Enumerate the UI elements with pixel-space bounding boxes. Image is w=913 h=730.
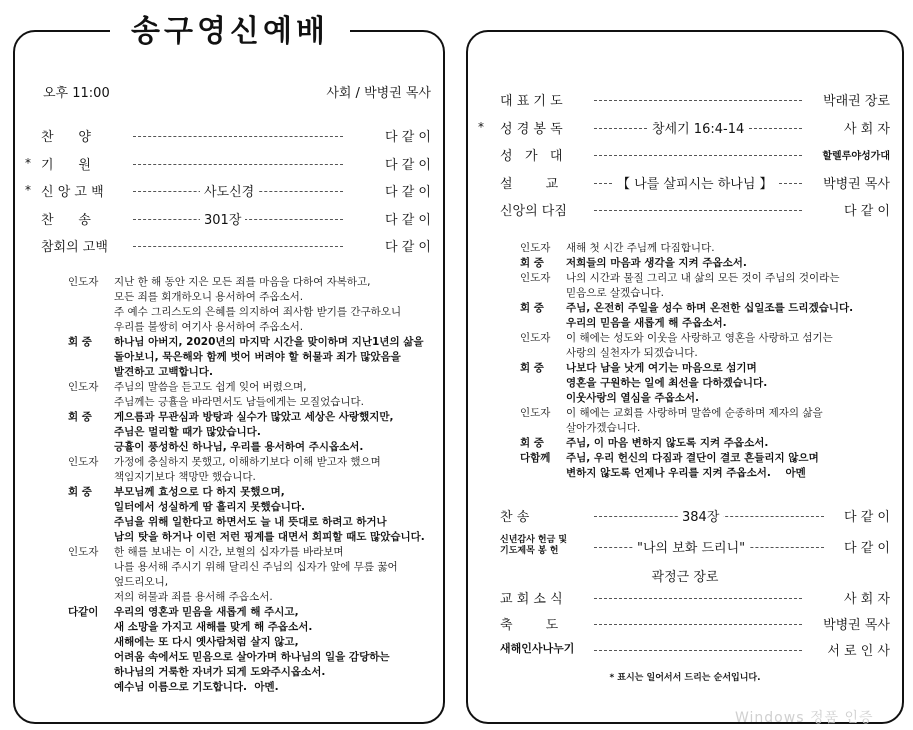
litany-line: 돌아보니, 묵은해와 함께 벗어 버려야 할 허물과 죄가 많았음을 [114,351,401,363]
litany-line: 주님, 온전히 주일을 성수 하며 온전한 십일조를 드리겠습니다. [566,302,854,314]
litany-speaker: 인도자 [520,242,551,254]
litany-speaker: 회 중 [68,336,92,348]
litany-text [566,241,715,256]
order-label: 축 도 [500,618,559,633]
litany-line: 믿음으로 살겠습니다. [566,287,664,299]
order-row [15,209,443,229]
service-time: 오후 11:00 [43,86,110,101]
litany-text [114,410,394,455]
order-leader: 다 같 이 [385,185,431,200]
left-panel [13,30,445,724]
offering-label: 신년감사 헌금 및 기도제목 봉 헌 [500,535,568,556]
order-row [468,145,902,165]
litany-block [520,406,898,436]
litany-speaker: 회 중 [520,362,544,374]
litany-line: 주님께는 긍휼을 바라면서도 남들에게는 모질었습니다. [114,396,364,408]
order-leader: 할렐루야성가대 [822,151,890,162]
order-label: 대 표 기 도 [500,94,563,109]
litany-line: 사랑의 실천자가 되겠습니다. [566,347,698,359]
litany-line: 새 소망을 가지고 새해를 맞게 해 주옵소서. [114,621,313,633]
litany-line: 변하지 않도록 언제나 우리를 지켜 주옵소서. 아멘 [566,467,806,479]
litany-text [566,271,839,301]
order-label: 교 회 소 식 [500,592,563,607]
litany-line: 한 해를 보내는 이 시간, 보혈의 십자가를 바라보며 [114,546,344,558]
litany-block [520,436,898,451]
dotted-leader [594,624,802,625]
litany-line: 주님의 말씀을 듣고도 쉽게 잊어 버렸으며, [114,381,307,393]
litany-line: 주님, 이 마음 변하지 않도록 지켜 주옵소서. [566,437,769,449]
litany-line: 저희들의 마음과 생각을 지켜 주옵소서. [566,257,747,269]
right-panel [466,30,904,724]
order-label: 기 원 [41,157,91,173]
litany-block [520,301,898,331]
hymn-number: 384장 [678,506,723,525]
order-detail: 301장 [200,209,245,228]
order-row [15,126,443,146]
litany-block [68,380,440,410]
litany-line: 이 해에는 교회를 사랑하며 말씀에 순종하며 제자의 삶을 [566,407,823,419]
litany-line: 나를 용서해 주시기 위해 달리신 주님의 십자가 앞에 무릎 꿇어 [114,561,398,573]
order-leader: 사 회 자 [844,121,890,137]
litany-text [566,331,833,361]
litany-text [114,380,364,410]
litany-line: 이웃사랑의 열심을 주옵소서. [566,392,700,404]
litany-text [114,485,425,545]
litany-line: 일터에서 성실하게 땀 흘리지 못했습니다. [114,501,306,513]
litany-line: 하나님의 거룩한 자녀가 되게 도와주시옵소서. [114,666,326,678]
litany-speaker: 인도자 [520,332,551,344]
litany-block [520,271,898,301]
litany-line: 예수님 이름으로 기도합니다. 아멘. [114,681,279,693]
litany-line: 영혼을 구원하는 일에 최선을 다하겠습니다. [566,377,768,389]
dotted-leader [133,246,343,247]
litany-block [68,335,440,380]
order-label: 찬 송 [41,212,91,228]
litany-speaker: 인도자 [68,381,99,393]
order-row [468,90,902,110]
order-label: 새해인사나누기 [500,642,575,655]
hymn-leader: 다 같 이 [844,510,890,525]
litany-text [566,436,768,451]
litany-block [68,545,440,605]
dotted-leader [594,100,802,101]
litany-line: 부모님께 효성으로 다 하지 못했으며, [114,486,285,498]
order-leader: 박병권 목사 [823,176,890,192]
order-label: 신 앙 고 백 [41,185,104,200]
dotted-leader [594,598,802,599]
offering-prayer: 곽정근 장로 [651,570,719,585]
litany-speaker: 다함께 [520,452,551,464]
offering-leader: 다 같 이 [844,541,890,556]
dotted-leader [133,164,343,165]
litany-speaker: 다같이 [68,606,99,618]
order-leader: 사 회 자 [844,592,890,607]
litany-line: 살아가겠습니다. [566,422,641,434]
litany-text [114,545,398,605]
hymn-row [468,506,902,526]
order-leader: 다 같 이 [844,204,890,219]
order-leader: 다 같 이 [385,240,431,255]
host: 사회 / 박병권 목사 [326,86,431,101]
order-leader: 다 같 이 [385,212,431,228]
order-row [15,154,443,174]
order-label: 설 교 [500,176,559,192]
litany-line: 저의 허물과 죄를 용서해 주옵소서. [114,591,273,603]
litany-text [114,335,424,380]
order-leader: 다 같 이 [385,157,431,173]
order-detail: 창세기 16:4-14 [648,118,748,137]
litany-block [520,331,898,361]
order-row [468,588,902,608]
order-row [468,614,902,634]
litany-speaker: 인도자 [68,276,99,288]
litany-line: 지난 한 해 동안 지은 모든 죄를 마음을 다하여 자복하고, [114,276,371,288]
standing-mark: * [25,155,31,170]
litany-block [520,451,898,481]
litany-block [520,241,898,256]
litany-block [68,275,440,335]
litany-speaker: 회 중 [520,257,544,269]
litany-line: 나보다 남을 낫게 여기는 마음으로 섬기며 [566,362,757,374]
order-leader: 박병권 목사 [823,618,890,633]
windows-watermark: Windows 정품 인증 [735,710,874,726]
order-label: 성 경 봉 독 [500,121,563,137]
litany-line: 이 해에는 성도와 이웃을 사랑하고 영혼을 사랑하고 섬기는 [566,332,833,344]
litany-line: 긍휼이 풍성하신 하나님, 우리를 용서하여 주시옵소서. [114,441,364,453]
litany-line: 남의 탓을 하거나 이런 저런 핑계를 대면서 회피할 때도 많았습니다. [114,531,425,543]
litany-line: 모든 죄를 회개하오니 용서하여 주옵소서. [114,291,304,303]
litany-speaker: 인도자 [520,272,551,284]
order-leader: 박래권 장로 [823,94,890,109]
order-row [468,118,902,138]
dotted-leader [594,650,802,651]
litany-line: 주 예수 그리스도의 은혜를 의지하여 죄사함 받기를 간구하오니 [114,306,402,318]
litany-speaker: 회 중 [68,486,92,498]
litany-text [114,275,401,335]
litany-line: 우리의 믿음을 새롭게 해 주옵소서. [566,317,727,329]
litany-block [520,256,898,271]
order-label: 성 가 대 [500,149,563,164]
litany-line: 주님, 우리 헌신의 다짐과 결단이 결코 흔들리지 않으며 [566,452,819,464]
litany-line: 가정에 충실하지 못했고, 이해하기보다 이해 받고자 했으며 [114,456,381,468]
litany-speaker: 인도자 [68,546,99,558]
order-leader: 다 같 이 [385,130,431,145]
litany-text [114,605,390,695]
litany-line: 우리를 불쌍히 여기사 용서하여 주옵소서. [114,321,304,333]
litany-block [68,455,440,485]
litany-speaker: 인도자 [68,456,99,468]
offering-row [468,537,902,557]
order-row [15,181,443,201]
litany-line: 새해에는 또 다시 옛사람처럼 살지 않고, [114,636,299,648]
order-row [468,640,902,660]
dotted-leader [594,210,802,211]
order-row [468,173,902,193]
litany-line: 새해 첫 시간 주님께 다짐합니다. [566,242,715,254]
litany-line: 우리의 영혼과 믿음을 새롭게 해 주시고, [114,606,299,618]
litany-text [566,301,853,331]
order-leader: 서 로 인 사 [827,644,890,659]
order-detail: 【 나를 살피시는 하나님 】 [613,173,777,192]
litany-speaker: 회 중 [520,302,544,314]
hymn-label: 찬 송 [500,510,530,525]
litany-block [520,361,898,406]
order-detail: 사도신경 [200,181,258,200]
litany-text [566,406,823,436]
litany-line: 주님을 위해 일한다고 하면서도 늘 내 뜻대로 하려고 하거나 [114,516,387,528]
litany-text [566,361,767,406]
order-label: 찬 양 [41,130,91,145]
litany-line: 어려움 속에서도 믿음으로 살아가며 하나님의 일을 감당하는 [114,651,390,663]
litany-text [114,455,381,485]
order-row [468,200,902,220]
litany-speaker: 회 중 [520,437,544,449]
dotted-leader [594,155,802,156]
litany-block [68,410,440,455]
litany-line: 발견하고 고백합니다. [114,366,213,378]
litany-block [68,485,440,545]
order-label: 참회의 고백 [41,240,108,255]
litany-text [566,256,747,271]
litany-block [68,605,440,695]
litany-speaker: 인도자 [520,407,551,419]
litany-line: 게으름과 무관심과 방탕과 실수가 많았고 세상은 사랑했지만, [114,411,394,423]
standing-mark: * [478,119,484,134]
page-title: 송구영신예배 [110,6,350,50]
litany-text [566,451,819,481]
litany-line: 하나님 아버지, 2020년의 마지막 시간을 맞이하며 지난1년의 삶을 [114,336,424,348]
order-row [15,236,443,256]
litany-line: 주님은 멀리할 때가 많았습니다. [114,426,261,438]
litany-line: 나의 시간과 물질 그리고 내 삶의 모든 것이 주님의 것이라는 [566,272,840,284]
offering-hymn: "나의 보화 드리니" [633,537,749,556]
litany-line: 책임지기보다 책망만 했습니다. [114,471,256,483]
dotted-leader [133,136,343,137]
standing-mark: * [25,183,31,197]
litany-line: 엎드리오니, [114,576,169,588]
litany-speaker: 회 중 [68,411,92,423]
standing-note: * 표시는 일어서서 드리는 순서입니다. [609,673,761,683]
order-label: 신앙의 다짐 [500,204,567,219]
